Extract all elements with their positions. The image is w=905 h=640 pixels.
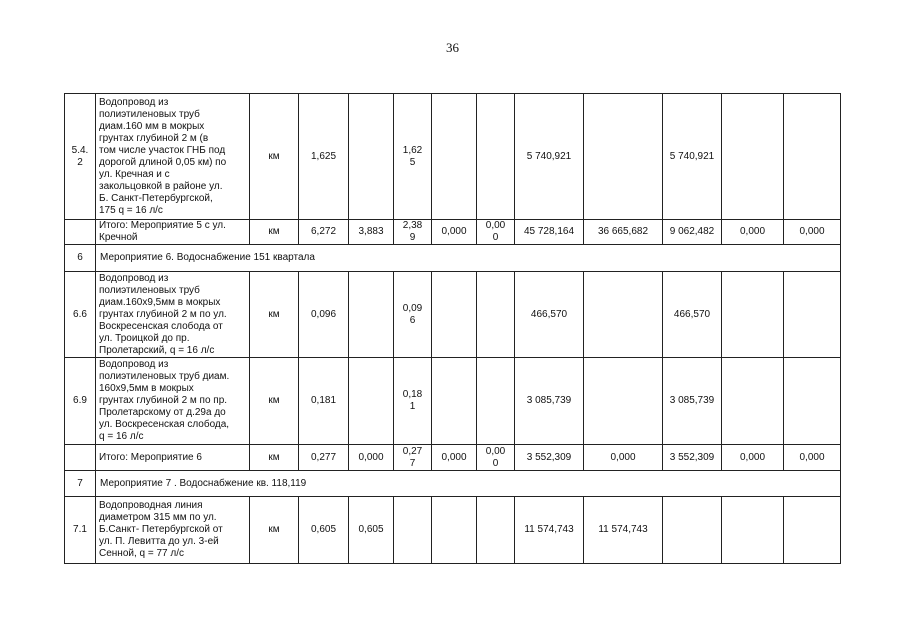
value-cell — [477, 94, 515, 220]
value-cell: 0,000 — [722, 445, 784, 471]
row-number — [65, 220, 96, 245]
value-cell: 2,38 9 — [394, 220, 432, 245]
value-cell: 5 740,921 — [515, 94, 584, 220]
value-cell: 0,00 0 — [477, 220, 515, 245]
value-cell — [722, 358, 784, 445]
unit-cell: км — [250, 445, 299, 471]
value-cell — [394, 497, 432, 564]
value-cell — [784, 94, 841, 220]
value-cell: 11 574,743 — [515, 497, 584, 564]
table-row — [65, 497, 841, 564]
row-description: Итого: Мероприятие 5 с ул. Кречной — [96, 220, 250, 245]
value-cell: 45 728,164 — [515, 220, 584, 245]
value-cell: 3 552,309 — [515, 445, 584, 471]
value-cell: 3 085,739 — [663, 358, 722, 445]
value-cell — [722, 94, 784, 220]
value-cell — [432, 94, 477, 220]
value-cell: 0,000 — [349, 445, 394, 471]
value-cell: 0,181 — [299, 358, 349, 445]
value-cell — [722, 497, 784, 564]
row-number: 6 — [65, 245, 96, 272]
row-number: 6.6 — [65, 272, 96, 358]
value-cell: 0,000 — [432, 445, 477, 471]
value-cell: 0,000 — [784, 220, 841, 245]
value-cell: 0,000 — [722, 220, 784, 245]
table-row — [65, 445, 841, 471]
value-cell: 9 062,482 — [663, 220, 722, 245]
value-cell: 3 552,309 — [663, 445, 722, 471]
value-cell: 1,62 5 — [394, 94, 432, 220]
unit-cell: км — [250, 497, 299, 564]
row-description: Водопроводная линия диаметром 315 мм по ул. Б.Санкт- Петербургской от ул. П. Левитта до ул. 3-ей Сенной, q = 77 л/с — [96, 497, 250, 564]
value-cell — [432, 497, 477, 564]
value-cell — [349, 272, 394, 358]
value-cell: 3 085,739 — [515, 358, 584, 445]
investment-table — [64, 93, 841, 564]
value-cell: 1,625 — [299, 94, 349, 220]
value-cell: 466,570 — [515, 272, 584, 358]
row-description: Итого: Мероприятие 6 — [96, 445, 250, 471]
row-description: Водопровод из полиэтиленовых труб диам. 160х9,5мм в мокрых грунтах глубиной 2 м по пр. Пролетарскому от д.29а до ул. Воскресенская слобода, q = 16 л/с — [96, 358, 250, 445]
section-row — [65, 245, 841, 272]
section-title: Мероприятие 7 . Водоснабжение кв. 118,119 — [96, 471, 841, 497]
value-cell: 11 574,743 — [584, 497, 663, 564]
value-cell — [477, 358, 515, 445]
value-cell — [784, 272, 841, 358]
unit-cell: км — [250, 220, 299, 245]
table-row — [65, 272, 841, 358]
value-cell — [784, 497, 841, 564]
value-cell: 0,000 — [784, 445, 841, 471]
section-row — [65, 471, 841, 497]
unit-cell: км — [250, 358, 299, 445]
value-cell — [663, 497, 722, 564]
section-title: Мероприятие 6. Водоснабжение 151 квартала — [96, 245, 841, 272]
value-cell — [784, 358, 841, 445]
value-cell: 0,605 — [349, 497, 394, 564]
value-cell: 0,000 — [432, 220, 477, 245]
row-number: 6.9 — [65, 358, 96, 445]
page-number: 36 — [446, 40, 459, 55]
table-row — [65, 358, 841, 445]
row-description: Водопровод из полиэтиленовых труб диам.160 мм в мокрых грунтах глубиной 2 м (в том числе участок ГНБ под дорогой длиной 0,05 км) по ул. Кречная и с закольцовкой в районе ул. Б. Санкт-Петербургской, 175 q = 16 л/с — [96, 94, 250, 220]
value-cell: 3,883 — [349, 220, 394, 245]
value-cell: 0,000 — [584, 445, 663, 471]
row-number: 7.1 — [65, 497, 96, 564]
value-cell: 36 665,682 — [584, 220, 663, 245]
row-number — [65, 445, 96, 471]
value-cell — [477, 497, 515, 564]
value-cell — [349, 358, 394, 445]
value-cell: 466,570 — [663, 272, 722, 358]
value-cell: 0,18 1 — [394, 358, 432, 445]
row-description: Водопровод из полиэтиленовых труб диам.160х9,5мм в мокрых грунтах глубиной 2 м по ул. Воскресенская слобода от ул. Троицкой до пр. Пролетарский, q = 16 л/с — [96, 272, 250, 358]
row-number: 7 — [65, 471, 96, 497]
value-cell — [432, 272, 477, 358]
value-cell — [584, 272, 663, 358]
value-cell: 0,605 — [299, 497, 349, 564]
unit-cell: км — [250, 94, 299, 220]
value-cell: 0,27 7 — [394, 445, 432, 471]
table-row — [65, 220, 841, 245]
table-row — [65, 94, 841, 220]
value-cell — [349, 94, 394, 220]
value-cell — [584, 358, 663, 445]
value-cell: 0,096 — [299, 272, 349, 358]
value-cell — [584, 94, 663, 220]
value-cell: 0,277 — [299, 445, 349, 471]
unit-cell: км — [250, 272, 299, 358]
value-cell: 5 740,921 — [663, 94, 722, 220]
value-cell — [722, 272, 784, 358]
value-cell: 6,272 — [299, 220, 349, 245]
value-cell — [432, 358, 477, 445]
value-cell — [477, 272, 515, 358]
value-cell: 0,09 6 — [394, 272, 432, 358]
value-cell: 0,00 0 — [477, 445, 515, 471]
row-number: 5.4. 2 — [65, 94, 96, 220]
